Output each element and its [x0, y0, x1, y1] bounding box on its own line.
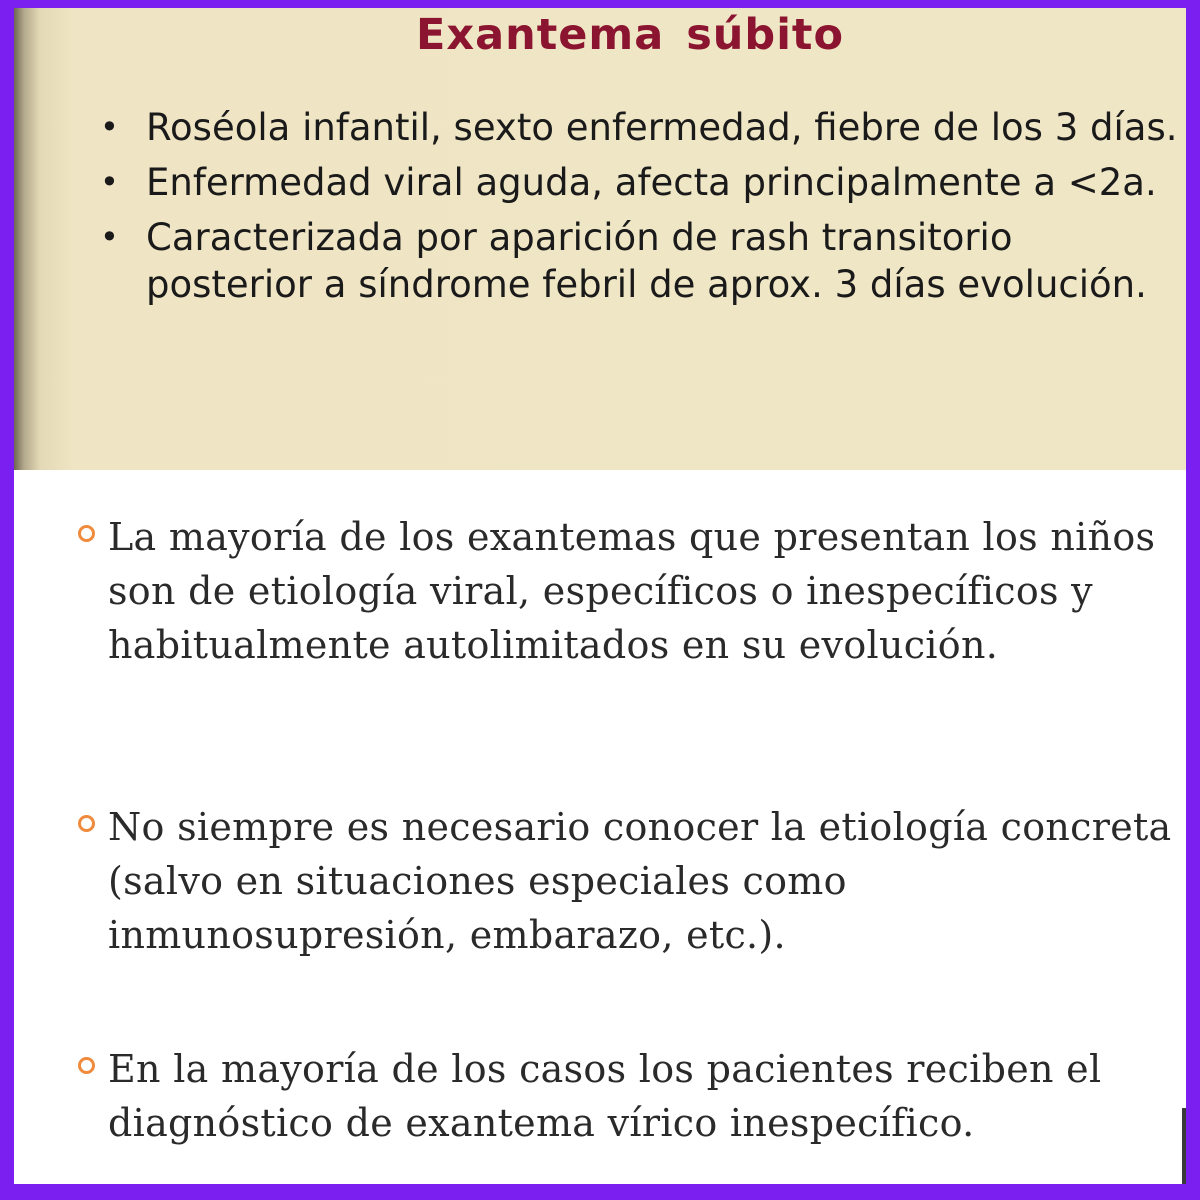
ring-bullet-icon: [78, 525, 95, 542]
top-bullet-text: Enfermedad viral aguda, afecta principalmente a <2a.: [146, 161, 1157, 204]
bottom-point-text: En la mayoría de los casos los pacientes reciben el diagnóstico de exantema vírico inespecífico.: [108, 1047, 1102, 1145]
bottom-point-text: La mayoría de los exantemas que presentan los niños son de etiología viral, específicos o inespecíficos y habitualmente autolimitados en su evolución.: [108, 515, 1156, 667]
bottom-slide: [14, 470, 1186, 1184]
edge-mark: [1182, 1108, 1186, 1184]
bottom-point-text: No siempre es necesario conocer la etiología concreta (salvo en situaciones especiales como inmunosupresión, embarazo, etc.).: [108, 805, 1172, 957]
bullet-dot-icon: •: [100, 163, 119, 201]
ring-bullet-icon: [78, 1057, 95, 1074]
top-bullet-item: [100, 214, 1180, 308]
image-frame: [14, 8, 1186, 1184]
top-bullet-list: [100, 104, 1180, 316]
ring-bullet-icon: [78, 815, 95, 832]
bullet-dot-icon: •: [100, 218, 119, 256]
slide-title: Exantema súbito: [415, 10, 845, 60]
top-bullet-text: Roséola infantil, sexto enfermedad, fiebre de los 3 días.: [146, 106, 1178, 149]
top-bullet-item: [100, 159, 1180, 206]
top-bullet-text: Caracterizada por aparición de rash transitorio posterior a síndrome febril de aprox. 3 días evolución.: [146, 216, 1147, 306]
top-slide: [14, 8, 1186, 470]
bottom-point-item: [74, 800, 1186, 962]
bottom-point-item: [74, 510, 1186, 672]
bottom-point-item: [74, 1042, 1186, 1150]
bullet-dot-icon: •: [100, 108, 119, 146]
top-bullet-item: [100, 104, 1180, 151]
